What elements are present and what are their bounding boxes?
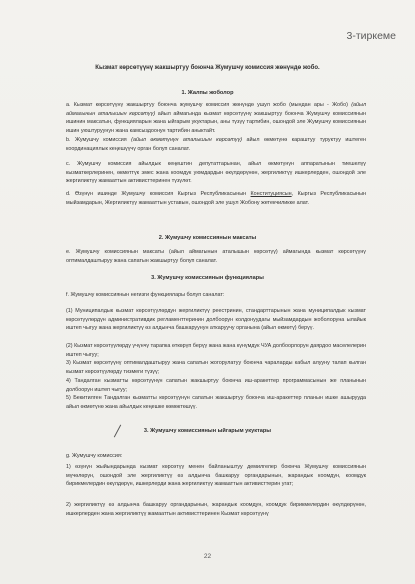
paragraph-e: е. Жумушчу комиссиянын максаты (айыл аймагынын аталышын көрсөтүү) аймагында кызмат көрсөтүүнү оптималдаштыруу жана сапатын жакшыртуу болуп саналат. — [66, 249, 366, 264]
section-title-goal: 2. Жумушчу комиссиянын максаты — [158, 235, 257, 241]
function-item-4: 4) Тандалган кызматты көрсөтүүнүн сапатын жакшыртуу боюнча иш-аракеттер программасынын же планынын долбоорун иштеп чыгуу; — [66, 378, 366, 393]
document-title: Кызмат көрсөтүүнү жакшыртуу боюнча Жумушчу комиссия жөнүндө жобо. — [95, 65, 320, 71]
paragraph-b-italic: (айыл өкмөтүнүн аталышын көрсөтүү) — [131, 137, 243, 143]
paragraph-d-text-2: , Кыргыз Республикасынын мыйзамдарын, Жергиликтүү жамааттын уставын, ошондой эле ушул Жобону жетекчиликке алат. — [66, 191, 366, 206]
paragraph-b — [66, 136, 366, 153]
paragraph-d-text: d. Өзүнүн ишинде Жумушчу комиссия Кыргыз Республикасынын — [66, 191, 251, 197]
page-number: 22 — [203, 553, 212, 560]
constitution-link[interactable]: Конституциясын — [250, 191, 292, 197]
paragraph-b-text: b. Жумушчу комиссия — [66, 137, 132, 143]
paragraph-g: g. Жумушчу комиссия: — [66, 453, 123, 459]
paragraph-b-text-2: айыл өкмөтүнө караштуу туруктуу иштеген координациялык кеңешүүчү орган болуп саналат. — [66, 137, 366, 152]
function-item-5: 5) Бекитилген Тандалган кызматты көрсөтүүнүн сапатын жакшыртуу боюнча иш-аракеттер планын ишке ашырууда айыл өкмөтүнө жана айылдык кеңешке көмөктөшүү. — [66, 395, 366, 410]
function-item-2: (2) Кызмат көрсөтүүлөрдү үчүнчү тарапка өткөрүп берүү жана жана күнүмдүк ЧУА долбоорлорун даярдоо маселелерин иштеп чыгуу; — [66, 343, 367, 358]
section-title-powers: 3. Жумушчу комиссиянын ыйгарым укуктары — [143, 428, 272, 434]
paragraph-a-text: а. Кызмат көрсөтүүнү жакшыртуу боюнча жумушчу комиссия жөнүндө ушул жобо (мындан ары - Жобо) — [66, 102, 352, 108]
paragraph-c: с. Жумушчу комиссия айылдык кеңештин депутаттарынан, айыл өкмөтүнүн аппаратынын тиешелүү кызматкерлеринен, өкмөттүк эмес жана коомдук уюмдардын өкүлдөрүнөн, жергиликтүү ишкерлерден, ошондой эле жергиликтүү жамааттын активисттеринен түзүлөт. — [66, 161, 366, 185]
function-item-3: 3) Кызмат көрсөтүүнү оптималдаштыруу жана сапатын жогорулатуу боюнча чараларды кабыл алууну талап кылган кызмат көрсөтүүлөрдү тизмеги түзүү; — [66, 360, 366, 375]
section-title-general: 1. Жалпы жоболор — [181, 90, 234, 96]
paragraph-a-text-2: айыл аймагында кызмат көрсөтүүнү жакшыртуу боюнча Жумушчу комиссиянын ишинин максатын, функцияларын жана ыйгарым укуктарын, аны түзүү тартибин, ошондой эле Жумушчу комиссиянын ишин уюштуруунун жана камсыздоонун тартибин аныктайт. — [66, 110, 366, 134]
annex-label: 3-тиркеме — [346, 30, 396, 42]
paragraph-f: f. Жумушчу комиссиянын негизги функциялары болуп саналат: — [66, 292, 225, 298]
function-item-1: (1) Муниципалдык кызмат көрсөтүүлөрдүн жергиликтүү реестринин, стандарттарынын жана муниципалдык кызмат көрсөтүүлөрдүн административдик регламенттеринин долбоорун колдонуудагы мыйзамдардын жоболоруна ылайык иштеп чыгуу жана жергиликтүү өз алдынча башкаруунун аткаруучу органына (айыл өкмөтү) берүү. — [66, 308, 366, 332]
paragraph-a — [66, 101, 366, 135]
power-item-1: 1) өзүнүн жыйындарында кызмат көрсөтүү менен байланыштуу демилгелер боюнча Жумушчу комиссиянын мүчөлөрүн, ошондой эле жергиликтүү өз алдынча башкаруу органдарынын, жарандык коомдун, коомдук бирикмелердин өкүлдөрүн, ишкерлерди жана жергиликтүү жамааттын активисттерин угат; — [66, 464, 366, 488]
section-title-functions: 3. Жумушчу комиссиянын функциялары — [151, 275, 264, 281]
power-item-2: 2) жергиликтүү өз алдынча башкаруу органдарынын, жарандык коомдун, коомдук бирикмелердин өкүлдөрүнөн, ишкерлерден жана жергиликтүү жамааттын активисттеринен Кызмат көрсөтүүнү — [66, 502, 366, 517]
paragraph-d — [66, 190, 366, 207]
paragraph-a-italic: (айыл аймагынын аталышын көрсөтүү) — [66, 102, 366, 117]
